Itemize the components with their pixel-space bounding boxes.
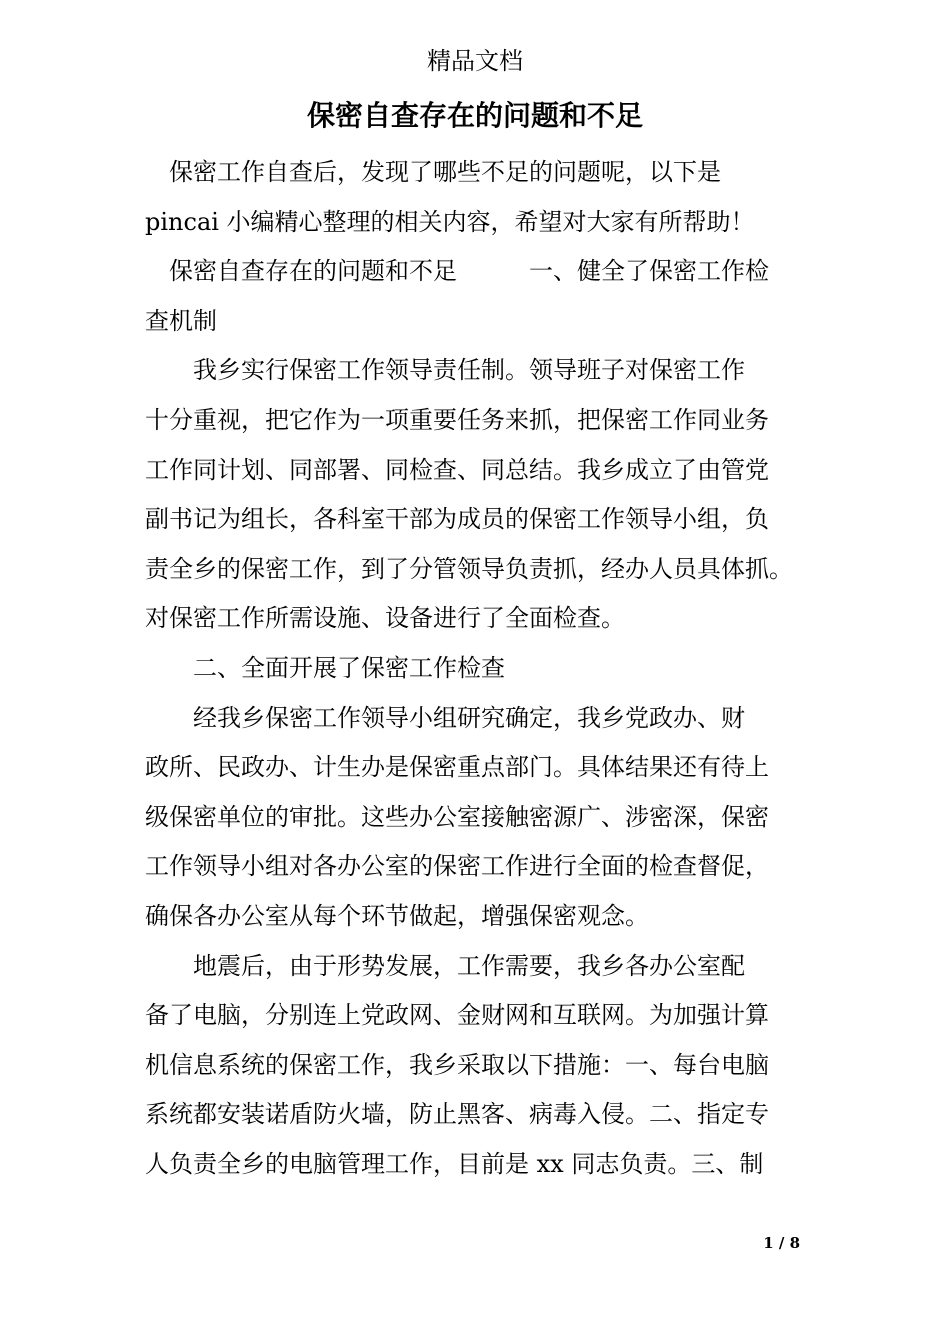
text-line: 人负责全乡的电脑管理工作，目前是 xx 同志负责。三、制 xyxy=(145,1149,764,1178)
text-line: 我乡实行保密工作领导责任制。领导班子对保密工作 xyxy=(145,356,745,385)
text-line: 政所、民政办、计生办是保密重点部门。具体结果还有待上 xyxy=(145,753,769,782)
text-line: 确保各办公室从每个环节做起，增强保密观念。 xyxy=(145,901,649,930)
text-line: 备了电脑，分别连上党政网、金财网和互联网。为加强计算 xyxy=(145,1001,769,1030)
text-line: 副书记为组长，各科室干部为成员的保密工作领导小组，负 xyxy=(145,505,769,534)
text-line: 工作同计划、同部署、同检查、同总结。我乡成立了由管党 xyxy=(145,455,769,484)
text-line: pincai 小编精心整理的相关内容，希望对大家有所帮助！ xyxy=(145,207,755,236)
text-line: 系统都安装诺盾防火墙，防止黑客、病毒入侵。二、指定专 xyxy=(145,1100,769,1129)
text-line: 级保密单位的审批。这些办公室接触密源广、涉密深，保密 xyxy=(145,802,769,831)
text-line: 保密工作自查后，发现了哪些不足的问题呢，以下是 xyxy=(145,158,721,186)
text-line: 二、全面开展了保密工作检查 xyxy=(145,653,505,682)
text-line: 十分重视，把它作为一项重要任务来抓，把保密工作同业务 xyxy=(145,405,769,434)
text-line: 经我乡保密工作领导小组研究确定，我乡党政办、财 xyxy=(145,703,745,732)
page-header: 精品文档 xyxy=(427,47,523,75)
page-number: 1 / 8 xyxy=(763,1234,800,1252)
text-line: 地震后，由于形势发展，工作需要，我乡各办公室配 xyxy=(145,951,745,980)
text-line: 工作领导小组对各办公室的保密工作进行全面的检查督促， xyxy=(145,852,769,881)
document-title: 保密自查存在的问题和不足 xyxy=(306,99,643,132)
text-line: 对保密工作所需设施、设备进行了全面检查。 xyxy=(145,604,625,633)
text-line: 保密自查存在的问题和不足 一、健全了保密工作检 xyxy=(145,257,769,286)
text-line: 查机制 xyxy=(145,306,217,335)
text-line: 机信息系统的保密工作，我乡采取以下措施：一、每台电脑 xyxy=(145,1050,769,1079)
document-body xyxy=(145,148,810,1189)
text-line: 责全乡的保密工作，到了分管领导负责抓，经办人员具体抓。 xyxy=(145,554,793,583)
